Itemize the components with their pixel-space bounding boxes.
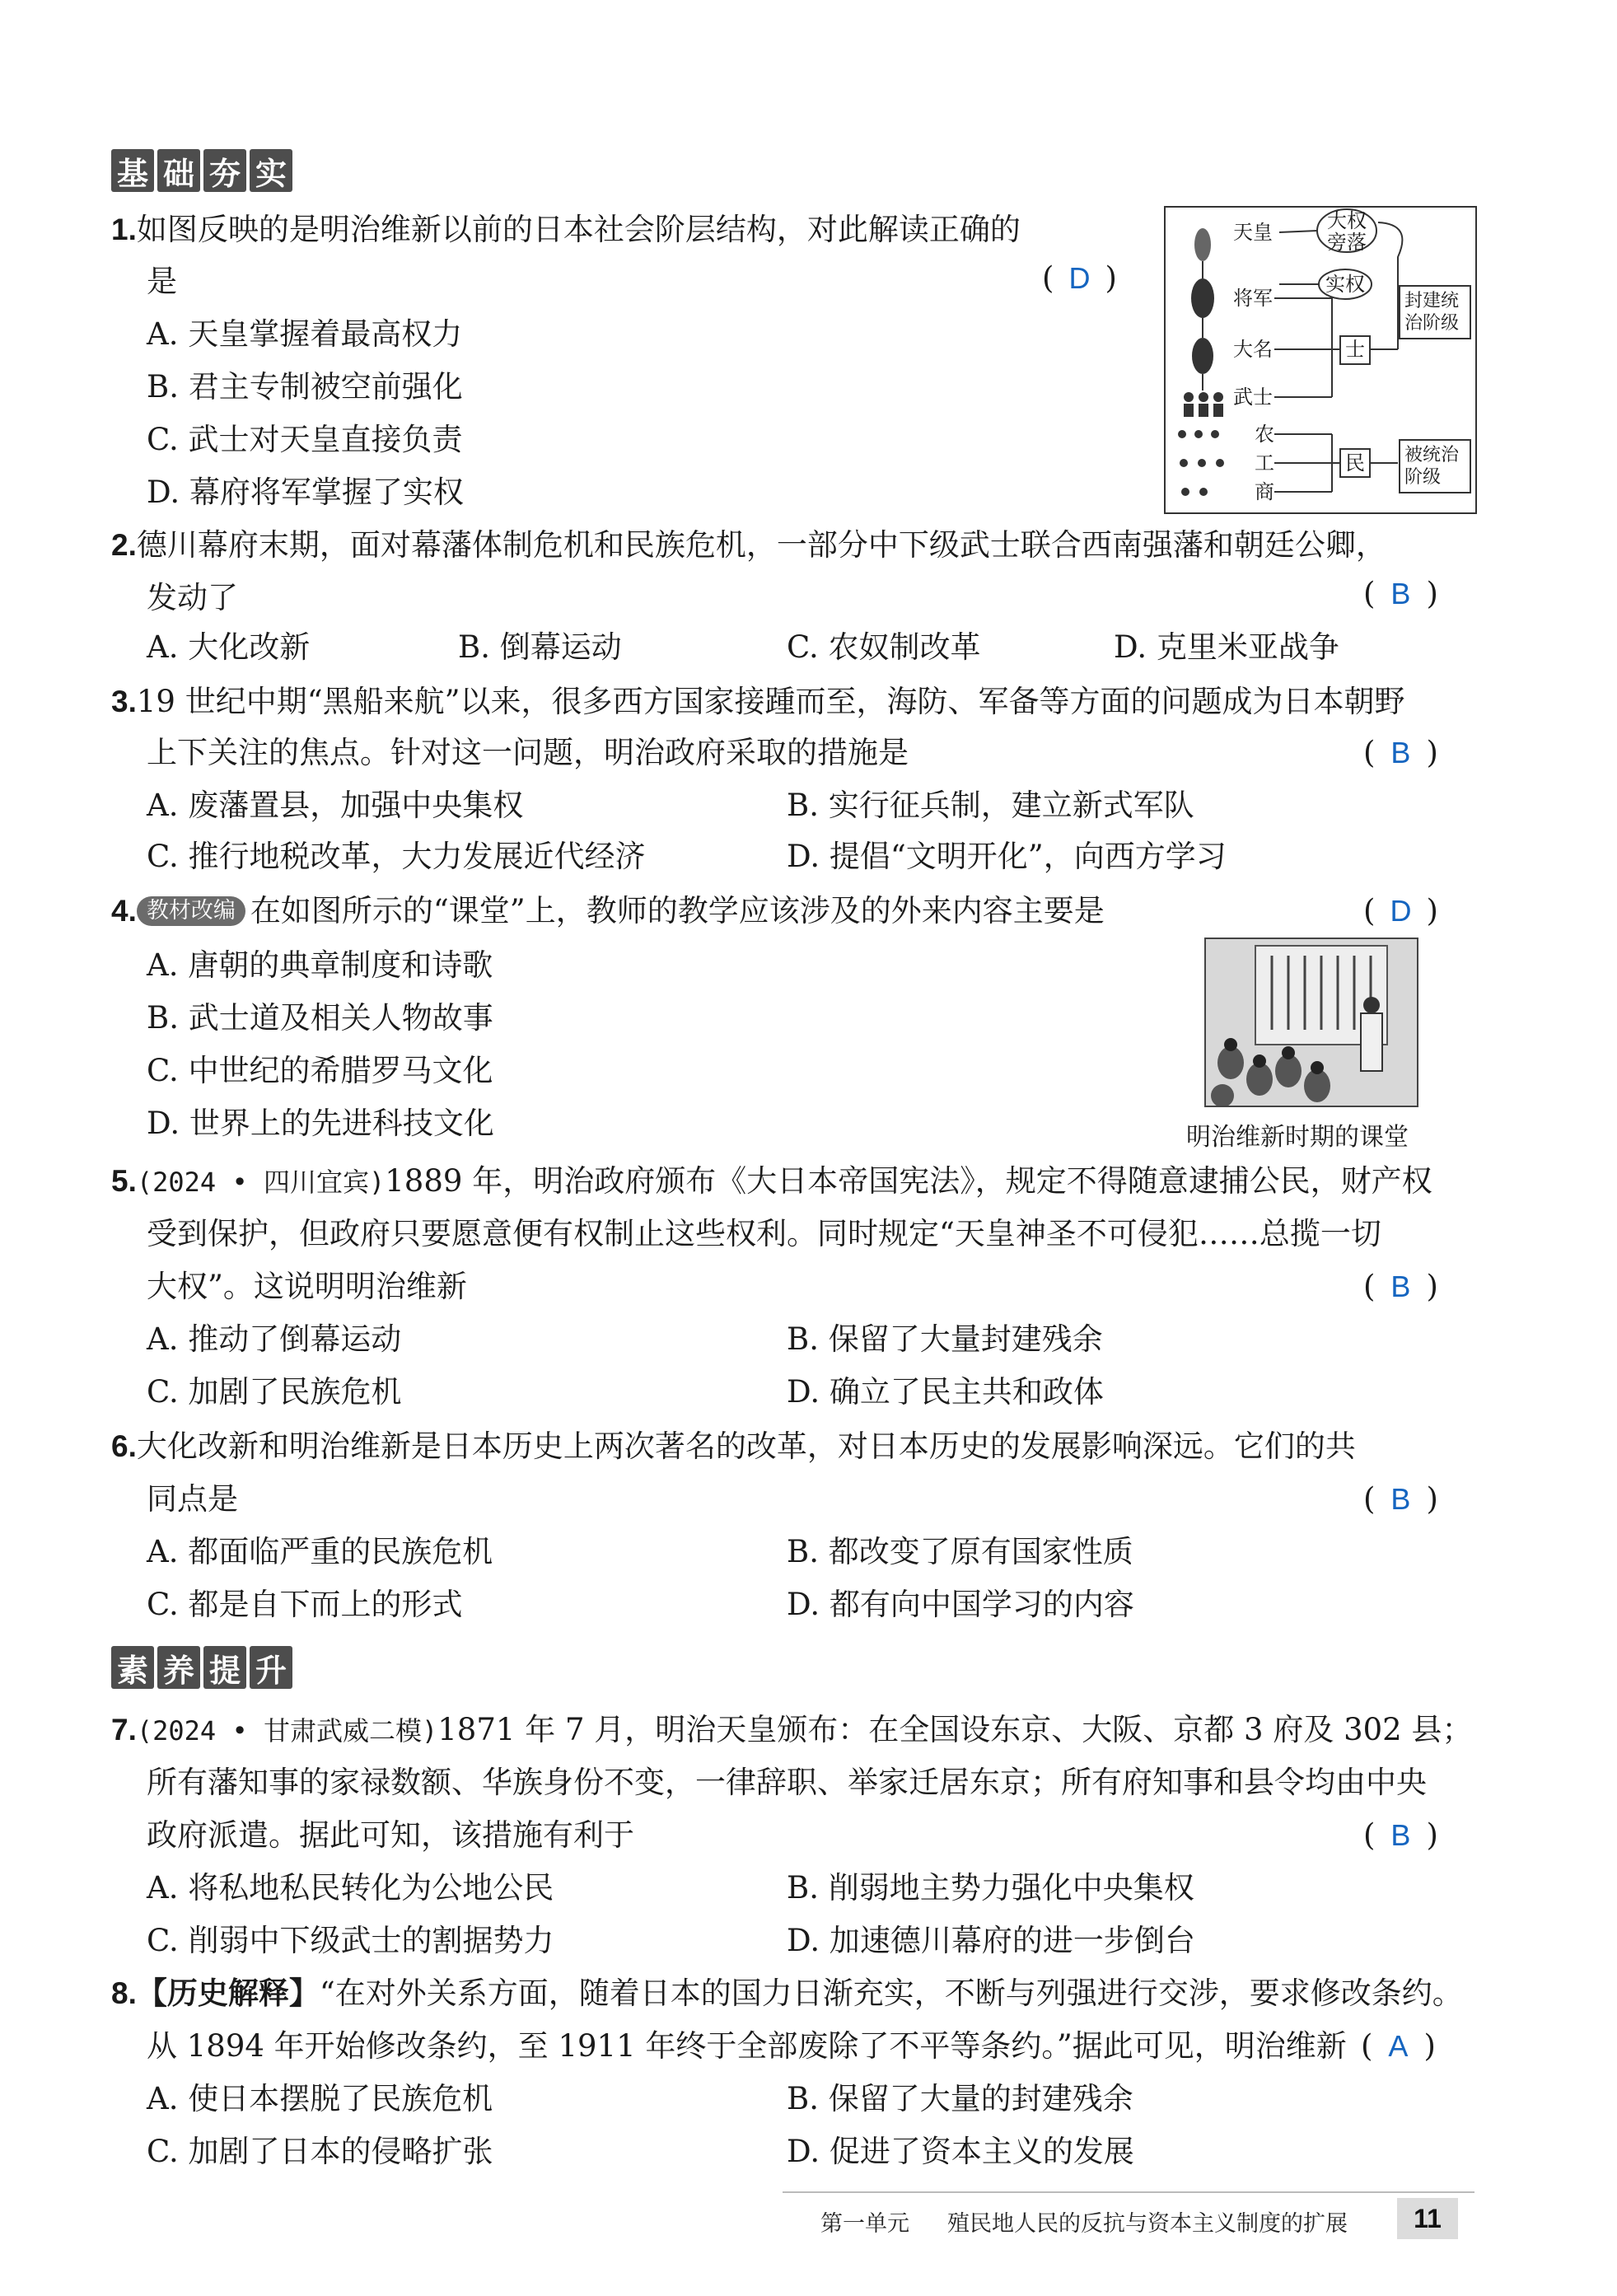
question-8-line-1 bbox=[111, 1974, 1463, 2013]
section-char: 基 bbox=[111, 149, 154, 192]
label-gong: 工 bbox=[1255, 451, 1274, 475]
question-number: 6. bbox=[111, 1429, 137, 1463]
option: B. 保留了大量的封建残余 bbox=[787, 2081, 1133, 2116]
question-text: 大化改新和明治维新是日本历史上两次著名的改革，对日本历史的发展影响深远。它们的共 bbox=[136, 1429, 1356, 1464]
illustration-caption: 明治维新时期的课堂 bbox=[1186, 1123, 1409, 1152]
question-number: 3. bbox=[111, 685, 137, 718]
option: D. 提倡“文明开化”，向西方学习 bbox=[787, 839, 1227, 874]
label-daming: 大名 bbox=[1233, 338, 1273, 361]
option: A. 唐朝的典章制度和诗歌 bbox=[147, 947, 493, 983]
option: C. 农奴制改革 bbox=[787, 629, 981, 665]
option: D. 世界上的先进科技文化 bbox=[147, 1106, 494, 1141]
option: B. 实行征兵制，建立新式军队 bbox=[787, 788, 1194, 823]
question-text: 如图反映的是明治维新以前的日本社会阶层结构，对此解读正确的 bbox=[136, 212, 1021, 247]
label-shang: 商 bbox=[1255, 480, 1274, 503]
label-daquan-1: 大权 bbox=[1327, 209, 1367, 232]
question-7-line-2: 所有藩知事的家禄数额、华族身份不变，一律辞职、举家迁居东京；所有府知事和县令均由中央 bbox=[147, 1765, 1427, 1800]
label-shiquan: 实权 bbox=[1325, 273, 1365, 296]
answer-bracket: ( A ) bbox=[1361, 2027, 1436, 2066]
section-char: 夯 bbox=[203, 149, 246, 192]
label-fengjian-2: 治阶级 bbox=[1404, 313, 1460, 334]
section-char: 养 bbox=[157, 1646, 200, 1689]
option: C. 都是自下而上的形式 bbox=[147, 1587, 463, 1622]
option: C. 中世纪的希腊罗马文化 bbox=[147, 1053, 493, 1088]
question-tag: 【历史解释】 bbox=[136, 1976, 320, 2011]
question-5-line-1 bbox=[111, 1162, 1432, 1202]
page-number: 11 bbox=[1397, 2198, 1458, 2239]
label-shi: 士 bbox=[1345, 338, 1365, 361]
option: D. 都有向中国学习的内容 bbox=[787, 1587, 1134, 1622]
section-header-basic bbox=[111, 149, 292, 192]
classroom-illustration bbox=[1204, 938, 1418, 1107]
question-7-line-1 bbox=[111, 1710, 1472, 1751]
option: B. 武士道及相关人物故事 bbox=[147, 1000, 493, 1036]
footer-unit: 第一单元 bbox=[820, 2211, 909, 2237]
label-jiangjun: 将军 bbox=[1233, 287, 1273, 310]
section-char: 素 bbox=[111, 1646, 154, 1689]
question-text: 19 世纪中期“黑船来航”以来，很多西方国家接踵而至，海防、军备等方面的问题成为日本朝野 bbox=[136, 684, 1405, 719]
label-nong: 农 bbox=[1255, 423, 1274, 446]
label-bei-1: 被统治 bbox=[1404, 445, 1460, 465]
question-number: 8. bbox=[111, 1976, 137, 2010]
answer-bracket: ( D ) bbox=[1363, 891, 1438, 931]
footer-rule bbox=[783, 2191, 1474, 2193]
textbook-adapted-badge: 教材改编 bbox=[137, 896, 245, 926]
question-5-line-2: 受到保护，但政府只要愿意便有权制止这些权利。同时规定“天皇神圣不可侵犯……总揽一切 bbox=[147, 1216, 1381, 1251]
option: C. 削弱中下级武士的割据势力 bbox=[147, 1923, 554, 1958]
question-1-line-2: 是 bbox=[147, 264, 177, 299]
question-6-line-1 bbox=[111, 1427, 1356, 1466]
classroom-drawing bbox=[1206, 939, 1417, 1106]
option: C. 加剧了日本的侵略扩张 bbox=[147, 2134, 493, 2169]
answer-bracket: ( B ) bbox=[1363, 1480, 1438, 1519]
figure-silhouettes bbox=[1178, 228, 1224, 496]
section-header-advanced bbox=[111, 1646, 292, 1689]
question-text: “在对外关系方面，随着日本的国力日渐充实，不断与列强进行交涉，要求修改条约。 bbox=[319, 1976, 1463, 2011]
question-text: 在如图所示的“课堂”上，教师的教学应该涉及的外来内容主要是 bbox=[250, 893, 1105, 928]
label-daquan-2: 旁落 bbox=[1327, 231, 1367, 254]
answer-letter: B bbox=[1390, 736, 1411, 769]
option: A. 将私地私民转化为公地公民 bbox=[147, 1870, 554, 1906]
option: A. 大化改新 bbox=[147, 629, 311, 665]
answer-bracket: ( D ) bbox=[1042, 259, 1117, 298]
answer-letter: D bbox=[1068, 261, 1091, 295]
label-bei-2: 阶级 bbox=[1404, 467, 1442, 488]
option: B. 都改变了原有国家性质 bbox=[787, 1534, 1133, 1569]
question-source: (2024 • 四川宜宾) bbox=[136, 1167, 386, 1198]
section-char: 实 bbox=[250, 149, 292, 192]
footer-title: 殖民地人民的反抗与资本主义制度的扩展 bbox=[947, 2211, 1348, 2237]
label-fengjian-1: 封建统 bbox=[1404, 291, 1460, 311]
question-8-line-2: 从 1894 年开始修改条约，至 1911 年终于全部废除了不平等条约。”据此可见，明治维新 bbox=[147, 2028, 1347, 2064]
section-char: 升 bbox=[250, 1646, 292, 1689]
label-min: 民 bbox=[1345, 451, 1365, 475]
question-3-line-1 bbox=[111, 682, 1405, 722]
question-1-line-1 bbox=[111, 210, 1021, 250]
option: C. 推行地税改革，大力发展近代经济 bbox=[147, 839, 646, 874]
option: B. 保留了大量封建残余 bbox=[787, 1321, 1103, 1357]
question-6-line-2: 同点是 bbox=[147, 1481, 238, 1517]
question-text: 1889 年，明治政府颁布《大日本帝国宪法》，规定不得随意逮捕公民，财产权 bbox=[385, 1163, 1432, 1199]
question-2-line-2: 发动了 bbox=[147, 580, 238, 615]
question-3-line-2: 上下关注的焦点。针对这一问题，明治政府采取的措施是 bbox=[147, 735, 909, 770]
option: B. 倒幕运动 bbox=[458, 629, 622, 665]
option: A. 都面临严重的民族危机 bbox=[147, 1534, 493, 1569]
question-text: 德川幕府末期，面对幕藩体制危机和民族危机，一部分中下级武士联合西南强藩和朝廷公卿， bbox=[136, 527, 1386, 563]
label-tianhuang: 天皇 bbox=[1233, 221, 1273, 244]
option: D. 确立了民主共和政体 bbox=[787, 1374, 1104, 1410]
option: B. 削弱地主势力强化中央集权 bbox=[787, 1870, 1194, 1906]
question-7-line-3: 政府派遣。据此可知，该措施有利于 bbox=[147, 1817, 634, 1853]
label-wushi: 武士 bbox=[1233, 386, 1273, 409]
answer-bracket: ( B ) bbox=[1363, 733, 1438, 773]
answer-letter: B bbox=[1390, 1270, 1411, 1303]
option: D. 幕府将军掌握了实权 bbox=[147, 475, 464, 510]
option: C. 加剧了民族危机 bbox=[147, 1374, 402, 1410]
option: A. 废藩置县，加强中央集权 bbox=[147, 788, 524, 823]
answer-letter: B bbox=[1390, 1818, 1411, 1852]
option: A. 推动了倒幕运动 bbox=[147, 1321, 402, 1357]
question-number: 1. bbox=[111, 213, 137, 246]
option: D. 促进了资本主义的发展 bbox=[787, 2134, 1134, 2169]
answer-bracket: ( B ) bbox=[1363, 574, 1438, 614]
answer-letter: B bbox=[1390, 1482, 1411, 1516]
answer-letter: B bbox=[1390, 577, 1411, 610]
question-number: 2. bbox=[111, 528, 137, 562]
option: A. 天皇掌握着最高权力 bbox=[147, 316, 463, 352]
section-char: 提 bbox=[203, 1646, 246, 1689]
option: D. 克里米亚战争 bbox=[1114, 629, 1339, 665]
question-text: 1871 年 7 月，明治天皇颁布：在全国设东京、大阪、京都 3 府及 302 县； bbox=[437, 1712, 1473, 1747]
option: C. 武士对天皇直接负责 bbox=[147, 422, 463, 457]
option: B. 君主专制被空前强化 bbox=[147, 369, 463, 404]
answer-letter: D bbox=[1390, 894, 1412, 928]
answer-letter: A bbox=[1388, 2029, 1409, 2063]
question-number: 5. bbox=[111, 1164, 137, 1198]
question-source: (2024 • 甘肃武威二模) bbox=[136, 1715, 438, 1747]
question-5-line-3: 大权”。这说明明治维新 bbox=[147, 1269, 467, 1304]
answer-bracket: ( B ) bbox=[1363, 1816, 1438, 1855]
question-4-line-1 bbox=[111, 891, 1105, 931]
question-2-line-1 bbox=[111, 526, 1386, 565]
option: A. 使日本摆脱了民族危机 bbox=[147, 2081, 493, 2116]
question-number: 4. bbox=[111, 894, 137, 928]
answer-bracket: ( B ) bbox=[1363, 1267, 1438, 1307]
option: D. 加速德川幕府的进一步倒台 bbox=[787, 1923, 1195, 1958]
question-number: 7. bbox=[111, 1713, 137, 1747]
social-hierarchy-figure bbox=[1164, 206, 1477, 514]
section-char: 础 bbox=[157, 149, 200, 192]
